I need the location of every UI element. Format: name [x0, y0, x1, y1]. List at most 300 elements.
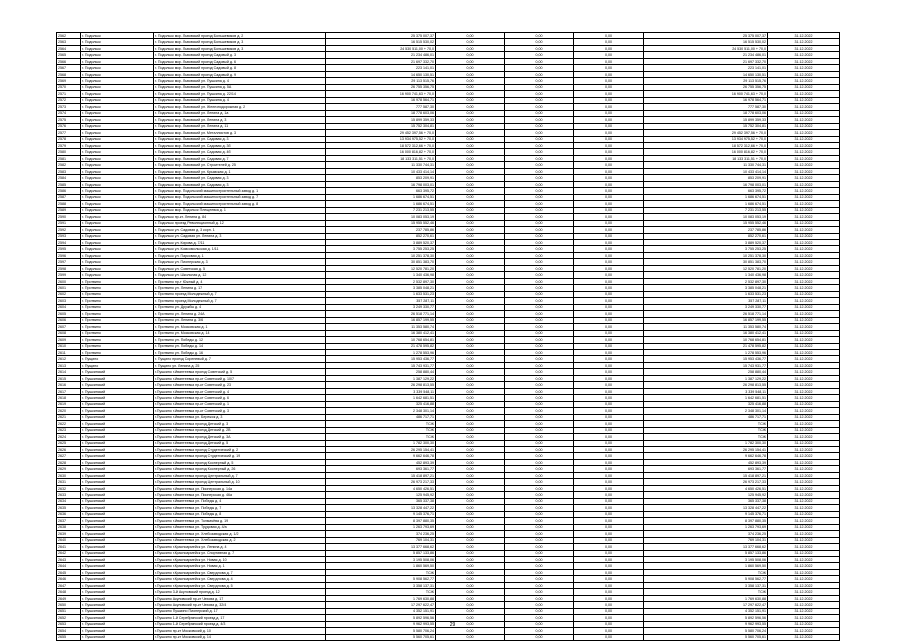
address-cell: г. Подольск мкр. Львовский ул. Садовая д. 3 [154, 181, 326, 187]
col6-cell: 0,00 [505, 511, 574, 517]
total-cell: 3 755 253,25 [644, 246, 768, 252]
total-cell: ТСЖ [644, 434, 768, 440]
page-number: 29 [449, 622, 456, 628]
col7-cell: 0,00 [574, 395, 644, 401]
col6-cell: 0,00 [505, 479, 574, 485]
date-cell: 31.12.2022 [768, 188, 840, 194]
date-cell: 31.12.2022 [768, 130, 840, 136]
address-cell: г.Пушкино г.Красноармейск ул. Новая д. 10 [154, 556, 326, 562]
col7-cell: 0,00 [574, 615, 644, 621]
locality-cell: г. Пушкинский [81, 556, 154, 562]
date-cell: 31.12.2022 [768, 569, 840, 575]
date-cell: 31.12.2022 [768, 175, 840, 181]
col6-cell: 0,00 [505, 472, 574, 478]
address-cell: г.Пушкино пр-кт Московский д. 14 [154, 634, 326, 640]
date-cell: 31.12.2022 [768, 39, 840, 45]
col5-cell: 0,00 [436, 65, 505, 71]
amount-cell: 4 650 426,51 [326, 485, 436, 491]
row-number-cell: 2653 [57, 621, 81, 627]
locality-cell: г. Протвино [81, 278, 154, 284]
amount-cell: 1 263 793,69 [326, 524, 436, 530]
date-cell: 31.12.2022 [768, 602, 840, 608]
total-cell: 13 328 447,22 [644, 505, 768, 511]
col7-cell: 0,00 [574, 628, 644, 634]
amount-cell: 15 955 552,46 [326, 220, 436, 226]
amount-cell: 693 361,77 [326, 466, 436, 472]
col7-cell: 0,00 [574, 272, 644, 278]
total-cell: 1 686 674,51 [644, 201, 768, 207]
col6-cell: 0,00 [505, 440, 574, 446]
date-cell: 31.12.2022 [768, 162, 840, 168]
col5-cell: 0,00 [436, 285, 505, 291]
total-cell: 1 782 300,30 [644, 440, 768, 446]
total-cell: 223 141,01 [644, 65, 768, 71]
locality-cell: г. Пушкинский [81, 518, 154, 524]
amount-cell: 9 145 376,71 [326, 511, 436, 517]
amount-cell: 3 385 048,21 [326, 285, 436, 291]
col7-cell: 0,00 [574, 550, 644, 556]
address-cell: г. Подольск мкр. Львовский проезд Большевиков д. 3 [154, 45, 326, 51]
amount-cell: 1 686 674,51 [326, 194, 436, 200]
col5-cell: 0,00 [436, 298, 505, 304]
col6-cell: 0,00 [505, 278, 574, 284]
amount-cell: 16 000 816,82 + 70,0 [326, 149, 436, 155]
row-number-cell: 2580 [57, 149, 81, 155]
total-cell: ТСЖ [644, 589, 768, 595]
total-cell: 237 785,86 [644, 227, 768, 233]
col5-cell: 0,00 [436, 155, 505, 161]
locality-cell: г. Пушкинский [81, 395, 154, 401]
col7-cell: 0,00 [574, 252, 644, 258]
col5-cell: 0,00 [436, 634, 505, 640]
col6-cell: 0,00 [505, 304, 574, 310]
locality-cell: г. Пушкинский [81, 421, 154, 427]
date-cell: 31.12.2022 [768, 78, 840, 84]
amount-cell: 365 337,38 [326, 498, 436, 504]
locality-cell: г. Пушкинский [81, 440, 154, 446]
row-number-cell: 2572 [57, 97, 81, 103]
date-cell: 31.12.2022 [768, 414, 840, 420]
address-cell: г.Пушкино 1-й Серебрянский проезд д. 4/3 [154, 621, 326, 627]
amount-cell: 769 104,31 [326, 537, 436, 543]
col5-cell: 0,00 [436, 207, 505, 213]
total-cell: 5 560 705,61 [644, 634, 768, 640]
amount-cell: 16 798 003,01 [326, 181, 436, 187]
amount-cell: 1 860 569,50 [326, 563, 436, 569]
col7-cell: 0,00 [574, 466, 644, 472]
col6-cell: 0,00 [505, 427, 574, 433]
locality-cell: г. Протвино [81, 285, 154, 291]
amount-cell: 16 900 741,63 + 70,0 [326, 91, 436, 97]
date-cell: 31.12.2022 [768, 104, 840, 110]
date-cell: 31.12.2022 [768, 511, 840, 517]
col5-cell: 0,00 [436, 58, 505, 64]
row-number-cell: 2593 [57, 233, 81, 239]
total-cell: 125 945,92 [644, 492, 768, 498]
col6-cell: 0,00 [505, 311, 574, 317]
col7-cell: 0,00 [574, 78, 644, 84]
row-number-cell: 2639 [57, 531, 81, 537]
address-cell: г.Пушкино г.Ивантеевка пр-кт Советский д. 23 [154, 382, 326, 388]
amount-cell: 26 295 154,41 [326, 447, 436, 453]
row-number-cell: 2577 [57, 130, 81, 136]
row-number-cell: 2576 [57, 123, 81, 129]
row-number-cell: 2573 [57, 104, 81, 110]
locality-cell: г. Подольск [81, 214, 154, 220]
col7-cell: 0,00 [574, 434, 644, 440]
col5-cell: 0,00 [436, 259, 505, 265]
total-cell: 15 418 897,21 [644, 472, 768, 478]
date-cell: 31.12.2022 [768, 84, 840, 90]
col6-cell: 0,00 [505, 175, 574, 181]
col5-cell: 0,00 [436, 576, 505, 582]
col6-cell: 0,00 [505, 110, 574, 116]
col7-cell: 0,00 [574, 544, 644, 550]
address-cell: г.Пушкино г.Ивантеевка пр-кт Советский д. 6 [154, 395, 326, 401]
col5-cell: 0,00 [436, 582, 505, 588]
total-cell: 486 717,71 [644, 414, 768, 420]
col6-cell: 0,00 [505, 576, 574, 582]
amount-cell: 325 416,88 [326, 401, 436, 407]
col5-cell: 0,00 [436, 52, 505, 58]
row-number-cell: 2603 [57, 298, 81, 304]
address-cell: г. Протвино ул. Ленина д. 17 [154, 285, 326, 291]
locality-cell: г. Пушкинский [81, 563, 154, 569]
date-cell: 31.12.2022 [768, 472, 840, 478]
amount-cell: 29 113 515,76 [326, 78, 436, 84]
col6-cell: 0,00 [505, 285, 574, 291]
total-cell: 1 686 674,51 [644, 194, 768, 200]
col5-cell: 0,00 [436, 278, 505, 284]
col7-cell: 0,00 [574, 531, 644, 537]
col5-cell: 0,00 [436, 33, 505, 39]
amount-cell: 17 297 622,47 [326, 602, 436, 608]
row-number-cell: 2607 [57, 324, 81, 330]
date-cell: 31.12.2022 [768, 634, 840, 640]
address-cell: г.Пушкино 1-й Серебрянский проезд д. 17 [154, 615, 326, 621]
amount-cell: 5 857 133,86 [326, 550, 436, 556]
row-number-cell: 2586 [57, 188, 81, 194]
col6-cell: 0,00 [505, 142, 574, 148]
amount-cell: 21 234 486,01 [326, 52, 436, 58]
amount-cell: 29 452 397,56 + 70,0 [326, 130, 436, 136]
col5-cell: 0,00 [436, 524, 505, 530]
col7-cell: 0,00 [574, 453, 644, 459]
total-cell: 2 532 897,30 [644, 278, 768, 284]
date-cell: 31.12.2022 [768, 252, 840, 258]
row-number-cell: 2635 [57, 505, 81, 511]
amount-cell: 16 978 564,71 [326, 97, 436, 103]
row-number-cell: 2634 [57, 498, 81, 504]
locality-cell: г. Пушкинский [81, 569, 154, 575]
amount-cell: 3 249 330,77 [326, 304, 436, 310]
row-number-cell: 2571 [57, 91, 81, 97]
row-number-cell: 2625 [57, 440, 81, 446]
amount-cell: 30 851 383,70 [326, 259, 436, 265]
row-number-cell: 2620 [57, 408, 81, 414]
col5-cell: 0,00 [436, 563, 505, 569]
col7-cell: 0,00 [574, 71, 644, 77]
col6-cell: 0,00 [505, 272, 574, 278]
row-number-cell: 2584 [57, 175, 81, 181]
total-cell: 9 662 646,78 [644, 453, 768, 459]
address-cell: г.Пушкино г.Ивантеевка проезд Кооперный д. 5 [154, 459, 326, 465]
col7-cell: 0,00 [574, 317, 644, 323]
amount-cell: 5 560 705,61 [326, 634, 436, 640]
amount-cell: 2 348 301,14 [326, 408, 436, 414]
col5-cell: 0,00 [436, 615, 505, 621]
total-cell: 10 433 414,14 [644, 168, 768, 174]
address-cell: г. Подольск мкр. Львовский ул. Садовая д. 3 [154, 136, 326, 142]
col5-cell: 0,00 [436, 421, 505, 427]
amount-cell: 13 934 975,52 + 70,0 [326, 136, 436, 142]
col6-cell: 0,00 [505, 466, 574, 472]
address-cell: г.Пушкино г.Ивантеевка пр-кт Советский д. 4 [154, 388, 326, 394]
address-cell: г.Пушкино г.Ивантеевка ул. Хлебозаводская д. 1/2 [154, 531, 326, 537]
col6-cell: 0,00 [505, 498, 574, 504]
col5-cell: 0,00 [436, 188, 505, 194]
row-number-cell: 2570 [57, 84, 81, 90]
col5-cell: 0,00 [436, 45, 505, 51]
col5-cell: 0,00 [436, 569, 505, 575]
address-cell: г. Подольск мкр. Львовский ул. Металлистов д. 3 [154, 130, 326, 136]
row-number-cell: 2651 [57, 608, 81, 614]
col5-cell: 0,00 [436, 240, 505, 246]
locality-cell: г. Пушкинский [81, 537, 154, 543]
locality-cell: г. Подольск [81, 181, 154, 187]
total-cell: 452 893,39 [644, 459, 768, 465]
col5-cell: 0,00 [436, 291, 505, 297]
col6-cell: 0,00 [505, 634, 574, 640]
row-number-cell: 2589 [57, 207, 81, 213]
address-cell: г.Пушкино г.Красноармейск ул. Свердлова д. 5 [154, 582, 326, 588]
col7-cell: 0,00 [574, 356, 644, 362]
col6-cell: 0,00 [505, 414, 574, 420]
date-cell: 31.12.2022 [768, 201, 840, 207]
col6-cell: 0,00 [505, 181, 574, 187]
address-cell: г. Подольск ул. Садовая д. 3 корп. 1 [154, 227, 326, 233]
col7-cell: 0,00 [574, 130, 644, 136]
col5-cell: 0,00 [436, 252, 505, 258]
amount-cell: 26 755 356,75 [326, 84, 436, 90]
total-cell: 13 377 668,62 [644, 544, 768, 550]
col5-cell: 0,00 [436, 375, 505, 381]
amount-cell: 14 650 130,51 [326, 71, 436, 77]
col6-cell: 0,00 [505, 78, 574, 84]
row-number-cell: 2592 [57, 227, 81, 233]
row-number-cell: 2647 [57, 582, 81, 588]
amount-cell: 13 328 447,22 [326, 505, 436, 511]
col6-cell: 0,00 [505, 382, 574, 388]
total-cell: 3 249 330,77 [644, 304, 768, 310]
total-cell: 26 298 813,55 [644, 382, 768, 388]
col5-cell: 0,00 [436, 556, 505, 562]
address-cell: г.Пушкино г.Ивантеевка ул. Трудовая д. 4/а [154, 524, 326, 530]
amount-cell: 1 278 553,96 [326, 349, 436, 355]
locality-cell: г. Подольск [81, 272, 154, 278]
address-cell: г.Пушкино г.Ивантеевка проезд Центральный д. 7 [154, 472, 326, 478]
col6-cell: 0,00 [505, 136, 574, 142]
date-cell: 31.12.2022 [768, 278, 840, 284]
date-cell: 31.12.2022 [768, 369, 840, 375]
col6-cell: 0,00 [505, 104, 574, 110]
locality-cell: г. Пушкинский [81, 459, 154, 465]
total-cell: 9 145 376,71 [644, 511, 768, 517]
col7-cell: 0,00 [574, 388, 644, 394]
total-cell: 15 955 552,46 [644, 220, 768, 226]
col6-cell: 0,00 [505, 65, 574, 71]
date-cell: 31.12.2022 [768, 408, 840, 414]
locality-cell: г. Протвино [81, 291, 154, 297]
locality-cell: г. Подольск [81, 175, 154, 181]
amount-cell: 12 520 781,20 [326, 265, 436, 271]
locality-cell: г. Подольск [81, 142, 154, 148]
address-cell: г. Подольск мкр. Львовский ул. Садовая д. 3б [154, 142, 326, 148]
row-number-cell: 2562 [57, 33, 81, 39]
locality-cell: г. Подольск [81, 91, 154, 97]
col6-cell: 0,00 [505, 401, 574, 407]
col7-cell: 0,00 [574, 414, 644, 420]
total-cell: 9 962 993,55 [644, 621, 768, 627]
locality-cell: г. Подольск [81, 71, 154, 77]
locality-cell: г. Подольск [81, 162, 154, 168]
total-cell: 15 953 436,77 [644, 356, 768, 362]
address-cell: г. Подольск мкр. Львовский ул. Ленина д. 1а [154, 110, 326, 116]
col6-cell: 0,00 [505, 149, 574, 155]
total-cell: 21 478 595,82 [644, 343, 768, 349]
col7-cell: 0,00 [574, 39, 644, 45]
col6-cell: 0,00 [505, 447, 574, 453]
date-cell: 31.12.2022 [768, 117, 840, 123]
row-number-cell: 2610 [57, 343, 81, 349]
date-cell: 31.12.2022 [768, 382, 840, 388]
col7-cell: 0,00 [574, 401, 644, 407]
col7-cell: 0,00 [574, 97, 644, 103]
date-cell: 31.12.2022 [768, 498, 840, 504]
locality-cell: г. Подольск [81, 39, 154, 45]
col5-cell: 0,00 [436, 104, 505, 110]
total-cell: 1 263 793,69 [644, 524, 768, 530]
row-number-cell: 2567 [57, 65, 81, 71]
date-cell: 31.12.2022 [768, 291, 840, 297]
col5-cell: 0,00 [436, 427, 505, 433]
total-cell: 1 278 553,96 [644, 349, 768, 355]
col5-cell: 0,00 [436, 123, 505, 129]
col6-cell: 0,00 [505, 130, 574, 136]
amount-cell: 9 962 993,55 [326, 621, 436, 627]
row-number-cell: 2604 [57, 304, 81, 310]
total-cell: 693 361,77 [644, 466, 768, 472]
address-cell: г. Протвино ул. Победы д. 14 [154, 343, 326, 349]
address-cell: г.Пушкино г.Ивантеевка пр-кт Советский д. 3 [154, 408, 326, 414]
total-cell: 3 889 520,37 [644, 240, 768, 246]
total-cell: 1 642 681,51 [644, 395, 768, 401]
col6-cell: 0,00 [505, 97, 574, 103]
date-cell: 31.12.2022 [768, 466, 840, 472]
address-cell: г. Подольск ул. Комсомольская д. 1/11 [154, 246, 326, 252]
address-cell: г. Протвино ул. Московская д. 1 [154, 324, 326, 330]
row-number-cell: 2613 [57, 362, 81, 368]
row-number-cell: 2652 [57, 615, 81, 621]
col7-cell: 0,00 [574, 91, 644, 97]
amount-cell: ТСЖ [326, 589, 436, 595]
amount-cell: 16 857 199,55 [326, 317, 436, 323]
locality-cell: г. Протвино [81, 311, 154, 317]
date-cell: 31.12.2022 [768, 155, 840, 161]
amount-cell: 13 377 668,62 [326, 544, 436, 550]
row-number-cell: 2618 [57, 395, 81, 401]
row-number-cell: 2601 [57, 285, 81, 291]
col5-cell: 0,00 [436, 181, 505, 187]
amount-cell: 1 633 531,23 [326, 291, 436, 297]
locality-cell: г. Подольск [81, 110, 154, 116]
locality-cell: г. Подольск [81, 136, 154, 142]
col6-cell: 0,00 [505, 582, 574, 588]
amount-cell: 2 532 897,30 [326, 278, 436, 284]
date-cell: 31.12.2022 [768, 531, 840, 537]
address-cell: г. Подольск ул. Пионерская д. 3 [154, 259, 326, 265]
date-cell: 31.12.2022 [768, 537, 840, 543]
col5-cell: 0,00 [436, 162, 505, 168]
row-number-cell: 2617 [57, 388, 81, 394]
col7-cell: 0,00 [574, 117, 644, 123]
col5-cell: 0,00 [436, 233, 505, 239]
locality-cell: г. Подольск [81, 58, 154, 64]
col5-cell: 0,00 [436, 110, 505, 116]
date-cell: 31.12.2022 [768, 628, 840, 634]
col5-cell: 0,00 [436, 201, 505, 207]
date-cell: 31.12.2022 [768, 259, 840, 265]
col7-cell: 0,00 [574, 569, 644, 575]
col5-cell: 0,00 [436, 362, 505, 368]
col7-cell: 0,00 [574, 207, 644, 213]
col7-cell: 0,00 [574, 110, 644, 116]
col7-cell: 0,00 [574, 337, 644, 343]
total-cell: 16 000 816,82 + 70,0 [644, 149, 768, 155]
amount-cell: 125 945,92 [326, 492, 436, 498]
total-cell: 26 518 771,14 [644, 311, 768, 317]
date-cell: 31.12.2022 [768, 485, 840, 491]
col5-cell: 0,00 [436, 220, 505, 226]
col6-cell: 0,00 [505, 252, 574, 258]
address-cell: г.Пушкино Акуловский пр-кт Чехова д. 32/4 [154, 602, 326, 608]
col7-cell: 0,00 [574, 362, 644, 368]
col6-cell: 0,00 [505, 343, 574, 349]
col5-cell: 0,00 [436, 97, 505, 103]
total-cell: 3 339 548,11 [644, 388, 768, 394]
row-number-cell: 2643 [57, 556, 81, 562]
address-cell: г. Подольск мкр. Львовский проезд Садовый д. 9 [154, 71, 326, 77]
col7-cell: 0,00 [574, 582, 644, 588]
locality-cell: г. Пушкинский [81, 615, 154, 621]
col7-cell: 0,00 [574, 278, 644, 284]
address-cell: г. Подольск мкр. Подольск Плещеевка д. 1 [154, 207, 326, 213]
col5-cell: 0,00 [436, 149, 505, 155]
col7-cell: 0,00 [574, 168, 644, 174]
amount-cell: 1 686 674,51 [326, 201, 436, 207]
col6-cell: 0,00 [505, 395, 574, 401]
col7-cell: 0,00 [574, 589, 644, 595]
col5-cell: 0,00 [436, 311, 505, 317]
col5-cell: 0,00 [436, 388, 505, 394]
date-cell: 31.12.2022 [768, 427, 840, 433]
date-cell: 31.12.2022 [768, 395, 840, 401]
total-cell: 777 587,30 [644, 104, 768, 110]
col5-cell: 0,00 [436, 505, 505, 511]
row-number-cell: 2563 [57, 39, 81, 45]
address-cell: г. Подольск мкр. Львовский проезд Большевиков д. 3 [154, 39, 326, 45]
data-table [56, 32, 840, 641]
